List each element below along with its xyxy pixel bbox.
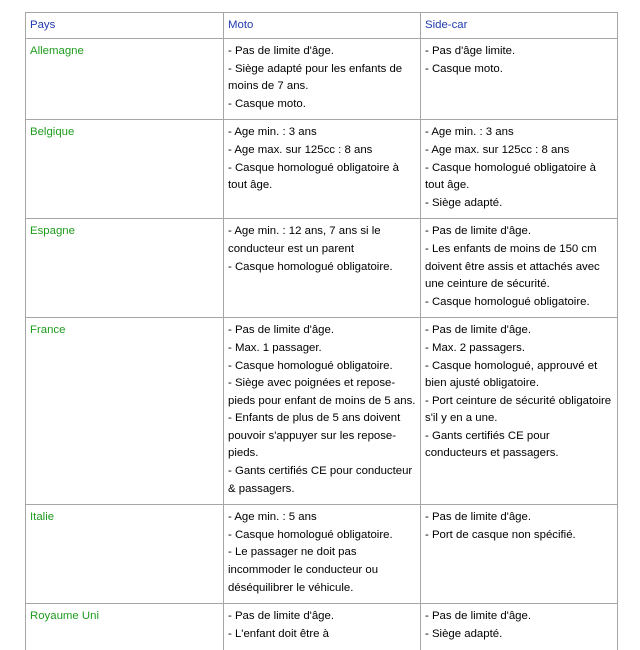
- country-rules-table: [25, 12, 618, 650]
- rule-line: - Casque homologué obligatoire.: [228, 260, 393, 273]
- country-cell: Royaume Uni: [26, 604, 224, 650]
- moto-rules-cell: [224, 318, 421, 505]
- rule-line: - Casque homologué, approuvé et bien ajusté obligatoire.: [425, 359, 598, 390]
- rule-line: - Siège adapté.: [425, 196, 503, 209]
- table-header-row: [26, 13, 618, 39]
- rule-line: - Gants certifiés CE pour conducteurs et passagers.: [425, 429, 559, 460]
- rule-line: - Pas de limite d'âge.: [425, 324, 532, 337]
- side-car-rules-cell: [421, 39, 618, 120]
- rule-line: - Age min. : 3 ans: [228, 126, 317, 139]
- rule-line: - Port de casque non spécifié.: [425, 528, 576, 541]
- rule-line: - Max. 1 passager.: [228, 341, 322, 354]
- rule-line: - Casque moto.: [228, 97, 306, 110]
- country-cell: France: [26, 318, 224, 505]
- rule-line: - Siège adapté pour les enfants de moins de 7 ans.: [228, 62, 403, 93]
- rule-line: - Pas de limite d'âge.: [228, 45, 335, 57]
- rule-line: - Casque moto.: [425, 62, 503, 75]
- header-pays: Pays: [26, 13, 224, 39]
- table-row: [26, 604, 618, 650]
- moto-rules-cell: [224, 505, 421, 604]
- side-car-rules-cell: [421, 604, 618, 650]
- rule-line: - Age max. sur 125cc : 8 ans: [425, 143, 570, 156]
- rule-line: - L'enfant doit être à: [228, 627, 329, 640]
- table-body: [26, 39, 618, 650]
- moto-rules-cell: [224, 219, 421, 318]
- rule-line: - Siège avec poignées et repose-pieds pour enfant de moins de 5 ans.: [228, 377, 416, 407]
- rule-line: - Casque homologué obligatoire.: [228, 359, 393, 372]
- header-side-car: Side-car: [421, 13, 618, 39]
- rule-line: - Age min. : 3 ans: [425, 126, 514, 139]
- rule-line: - Siège adapté.: [425, 627, 503, 640]
- table-row: [26, 120, 618, 219]
- rule-line: - Age min. : 12 ans, 7 ans si le conducteur est un parent: [228, 225, 381, 255]
- table-row: [26, 219, 618, 318]
- moto-rules-cell: [224, 604, 421, 650]
- rule-line: - Max. 2 passagers.: [425, 341, 526, 354]
- rule-line: - Pas de limite d'âge.: [425, 610, 532, 623]
- rule-line: - Pas de limite d'âge.: [425, 511, 532, 524]
- moto-rules-cell: [224, 120, 421, 219]
- rule-line: - Age min. : 5 ans: [228, 511, 317, 524]
- country-cell: Belgique: [26, 120, 224, 219]
- table-row: [26, 39, 618, 120]
- country-cell: Allemagne: [26, 39, 224, 120]
- rule-line: - Age max. sur 125cc : 8 ans: [228, 143, 373, 156]
- table-row: [26, 318, 618, 505]
- header-moto: Moto: [224, 13, 421, 39]
- rule-line: - Pas de limite d'âge.: [228, 610, 335, 623]
- rule-line: - Gants certifiés CE pour conducteur & passagers.: [228, 465, 413, 495]
- rule-line: - Casque homologué obligatoire.: [425, 295, 590, 308]
- country-cell: Italie: [26, 505, 224, 604]
- side-car-rules-cell: [421, 318, 618, 505]
- side-car-rules-cell: [421, 219, 618, 318]
- side-car-rules-cell: [421, 120, 618, 219]
- rule-line: - Casque homologué obligatoire à tout âge.: [228, 161, 399, 192]
- rule-line: - Casque homologué obligatoire à tout âge.: [425, 161, 596, 192]
- rule-line: - Pas de limite d'âge.: [425, 225, 532, 238]
- rule-line: - Pas d'âge limite.: [425, 45, 516, 57]
- table-row: [26, 505, 618, 604]
- moto-rules-cell: [224, 39, 421, 120]
- rule-line: - Port ceinture de sécurité obligatoire s'il y en a une.: [425, 394, 612, 425]
- country-cell: Espagne: [26, 219, 224, 318]
- rule-line: - Le passager ne doit pas incommoder le conducteur ou déséquilibrer le véhicule.: [228, 546, 379, 594]
- rule-line: - Enfants de plus de 5 ans doivent pouvoir s'appuyer sur les repose-pieds.: [228, 412, 401, 460]
- side-car-rules-cell: [421, 505, 618, 604]
- rule-line: - Les enfants de moins de 150 cm doivent être assis et attachés avec une ceinture de sécurité.: [425, 242, 600, 291]
- rule-line: - Casque homologué obligatoire.: [228, 528, 393, 541]
- rule-line: - Pas de limite d'âge.: [228, 324, 335, 337]
